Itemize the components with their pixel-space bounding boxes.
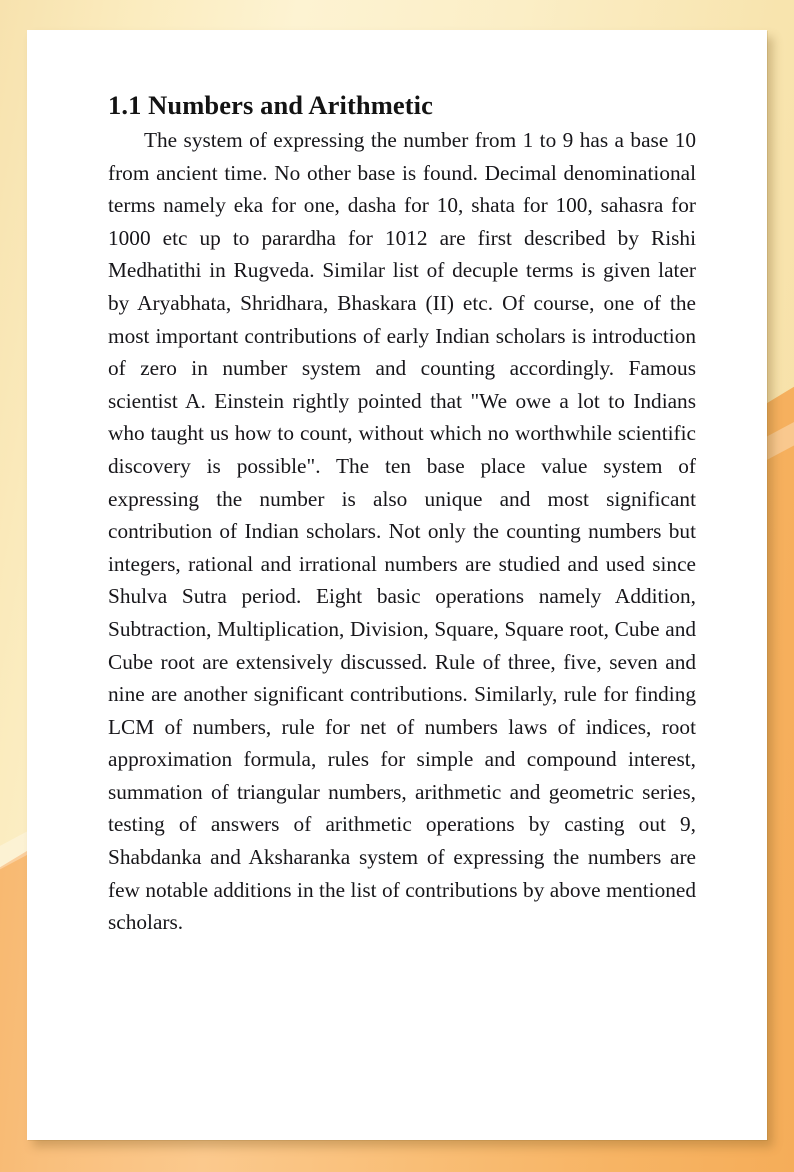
section-heading: 1.1 Numbers and Arithmetic — [108, 90, 433, 120]
body-paragraph: The system of expressing the number from 1 to 9 has a base 10 from ancient time. No other base is found. Decimal denominational terms namely eka for one, dasha for 10, shata for 100, sahasra for 1000 etc up to parardha for 1012 are first described by Rishi Medhatithi in Rugveda. Similar list of decuple terms is given later by Aryabhata, Shridhara, Bhaskara (II) etc. Of course, one of the most important contributions of early Indian scholars is introduction of zero in number system and counting accordingly. Famous scientist A. Einstein rightly pointed that "We owe a lot to Indians who taught us how to count, without which no worthwhile scientific discovery is possible". The ten base place value system of expressing the number is also unique and most significant contribution of Indian scholars. Not only the counting numbers but integers, rational and irrational numbers are studied and used since Shulva Sutra period. Eight basic operations namely Addition, Subtraction, Multiplication, Division, Square, Square root, Cube and Cube root are extensively discussed. Rule of three, five, seven and nine are another significant contributions. Similarly, rule for finding LCM of numbers, rule for net of numbers laws of indices, root approximation formula, rules for simple and compound interest, summation of triangular numbers, arithmetic and geometric series, testing of answers of arithmetic operations by casting out 9, Shabdanka and Aksharanka system of expressing the numbers are few notable additions in the list of contributions by above mentioned scholars. — [108, 128, 696, 935]
page-content — [108, 88, 696, 939]
document-page — [27, 30, 767, 1140]
